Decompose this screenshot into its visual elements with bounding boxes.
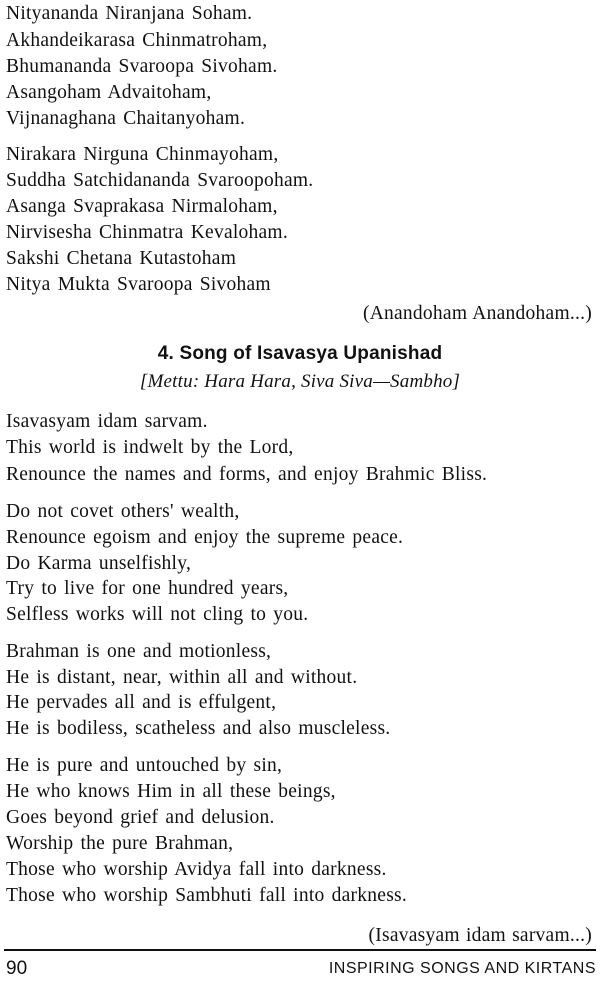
verse-line: Goes beyond grief and delusion.: [6, 807, 275, 828]
verse-line: Renounce egoism and enjoy the supreme peace.: [6, 527, 404, 548]
verse-line: He is bodiless, scatheless and also muscleless.: [6, 718, 391, 739]
verse-line: Sakshi Chetana Kutastoham: [6, 248, 237, 269]
running-title: INSPIRING SONGS AND KIRTANS: [328, 960, 596, 977]
verse-line: Renounce the names and forms, and enjoy Brahmic Bliss.: [6, 464, 488, 485]
verse-line: Asangoham Advaitoham,: [6, 82, 212, 103]
song-tune-note: [Mettu: Hara Hara, Siva Siva—Sambho]: [139, 371, 461, 392]
page-number: 90: [6, 958, 28, 979]
refrain-line: (Isavasyam idam sarvam...): [368, 925, 592, 946]
verse-line: Worship the pure Brahman,: [6, 833, 234, 854]
verse-line: Nitya Mukta Svaroopa Sivoham: [6, 274, 271, 295]
verse-line: Suddha Satchidananda Svaroopoham.: [6, 170, 314, 191]
verse-line: Do Karma unselfishly,: [6, 553, 192, 574]
verse-line: Selfless works will not cling to you.: [6, 604, 309, 625]
verse-line: Brahman is one and motionless,: [6, 641, 272, 662]
verse-line: Isavasyam idam sarvam.: [6, 411, 208, 432]
verse-line: He pervades all and is effulgent,: [6, 692, 277, 713]
verse-line: He is distant, near, within all and without.: [6, 667, 358, 688]
verse-line: Do not covet others' wealth,: [6, 501, 240, 522]
refrain-line: (Anandoham Anandoham...): [362, 303, 592, 324]
verse-line: Try to live for one hundred years,: [6, 578, 289, 599]
verse-line: This world is indwelt by the Lord,: [6, 437, 294, 458]
verse-line: Asanga Svaprakasa Nirmaloham,: [6, 196, 278, 217]
verse-line: He who knows Him in all these beings,: [6, 781, 336, 802]
verse-line: Nityananda Niranjana Soham.: [6, 3, 253, 24]
verse-line: Those who worship Sambhuti fall into darkness.: [6, 885, 407, 906]
song-title: 4. Song of Isavasya Upanishad: [157, 343, 443, 364]
verse-line: Akhandeikarasa Chinmatroham,: [6, 30, 268, 51]
verse-line: Nirakara Nirguna Chinmayoham,: [6, 144, 279, 165]
footer-divider: [4, 949, 596, 951]
verse-line: Bhumananda Svaroopa Sivoham.: [6, 56, 278, 77]
verse-line: Vijnanaghana Chaitanyoham.: [6, 108, 246, 129]
verse-line: He is pure and untouched by sin,: [6, 755, 283, 776]
verse-line: Those who worship Avidya fall into darkness.: [6, 859, 387, 880]
verse-line: Nirvisesha Chinmatra Kevaloham.: [6, 222, 288, 243]
